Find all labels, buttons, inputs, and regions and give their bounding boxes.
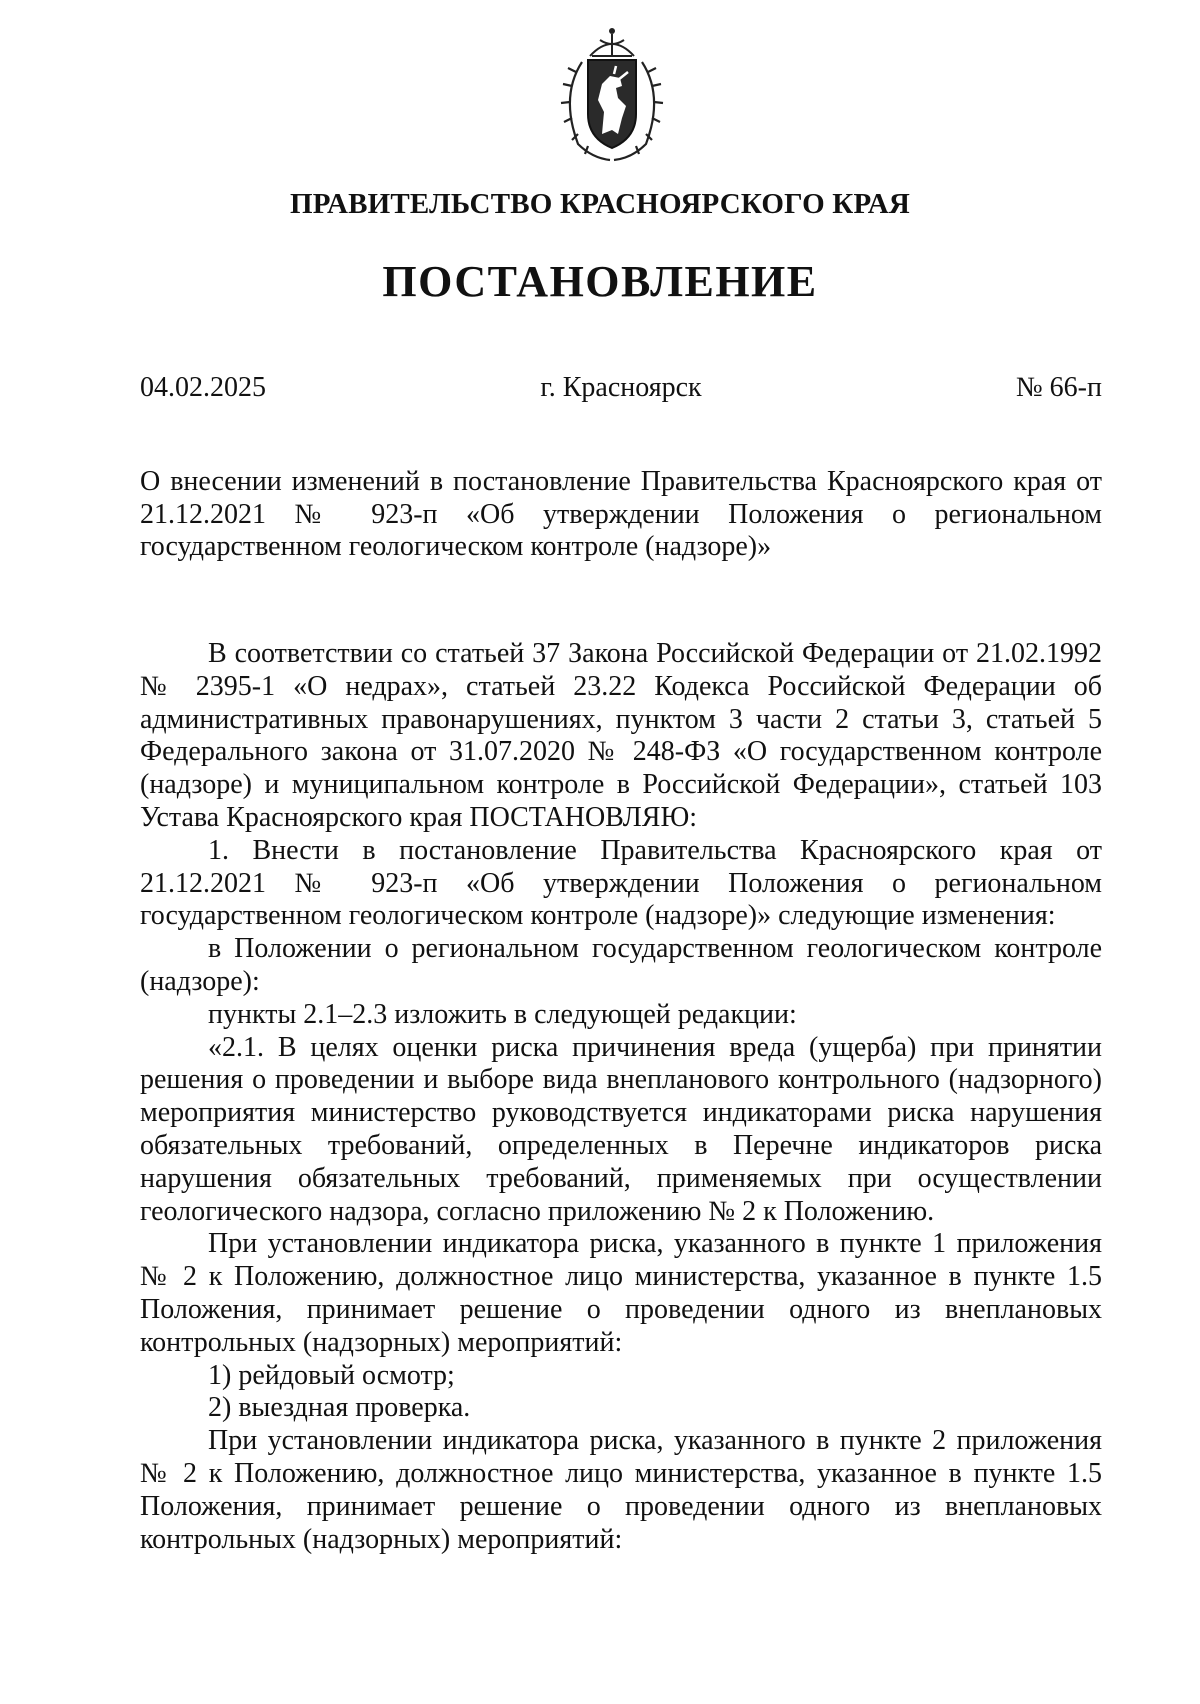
body-paragraph: «2.1. В целях оценки риска причинения вреда (ущерба) при принятии решения о проведении и выборе вида внепланового контрольного (надзорного) мероприятия министерство руководствуется индикаторами риска нарушения обязательных требований, определенных в Перечне индикаторов риска нарушения обязательных требований, применяемых при осуществлении геологического надзора, согласно приложению № 2 к Положению. bbox=[140, 1031, 1102, 1227]
document-number: № 66-п bbox=[1015, 372, 1102, 403]
document-subject: О внесении изменений в постановление Правительства Красноярского края от 21.12.2021 № 923-п «Об утверждении Положения о региональном государственном геологическом контроле (надзоре)» bbox=[140, 466, 1102, 562]
body-paragraph: При установлении индикатора риска, указанного в пункте 2 приложения № 2 к Положению, должностное лицо министерства, указанное в пункте 1.5 Положения, принимает решение о проведении одного из внеплановых контрольных (надзорных) мероприятий: bbox=[140, 1425, 1102, 1555]
document-type-title: ПОСТАНОВЛЕНИЕ bbox=[382, 257, 818, 306]
document-date: 04.02.2025 bbox=[140, 372, 266, 403]
list-item: 2) выездная проверка. bbox=[208, 1392, 471, 1424]
body-paragraph: В соответствии со статьей 37 Закона Российской Федерации от 21.02.1992 № 2395-1 «О недрах», статьей 23.22 Кодекса Российской Федерации об административных правонарушениях, пунктом 3 части 2 статьи 3, статьей 5 Федерального закона от 31.07.2020 № 248-ФЗ «О государственном контроле (надзоре) и муниципальном контроле в Российской Федерации», статьей 103 Устава Красноярского края ПОСТАНОВЛЯЮ: bbox=[140, 638, 1102, 833]
document-city: г. Красноярск bbox=[540, 372, 702, 403]
document-body bbox=[140, 638, 1102, 1556]
government-title: ПРАВИТЕЛЬСТВО КРАСНОЯРСКОГО КРАЯ bbox=[289, 188, 911, 220]
body-paragraph: 1. Внести в постановление Правительства Красноярского края от 21.12.2021 № 923-п «Об утверждении Положения о региональном государственном геологическом контроле (надзоре)» следующие изменения: bbox=[140, 834, 1102, 932]
list-item: 1) рейдовый осмотр; bbox=[208, 1359, 455, 1391]
body-paragraph: При установлении индикатора риска, указанного в пункте 1 приложения № 2 к Положению, должностное лицо министерства, указанное в пункте 1.5 Положения, принимает решение о проведении одного из внеплановых контрольных (надзорных) мероприятий: bbox=[140, 1228, 1102, 1358]
document-meta-row bbox=[140, 372, 1102, 404]
krasnoyarsk-coat-of-arms-icon bbox=[552, 26, 672, 166]
body-paragraph: пункты 2.1–2.3 изложить в следующей редакции: bbox=[208, 998, 797, 1030]
body-paragraph: в Положении о региональном государственном геологическом контроле (надзоре): bbox=[140, 933, 1102, 997]
